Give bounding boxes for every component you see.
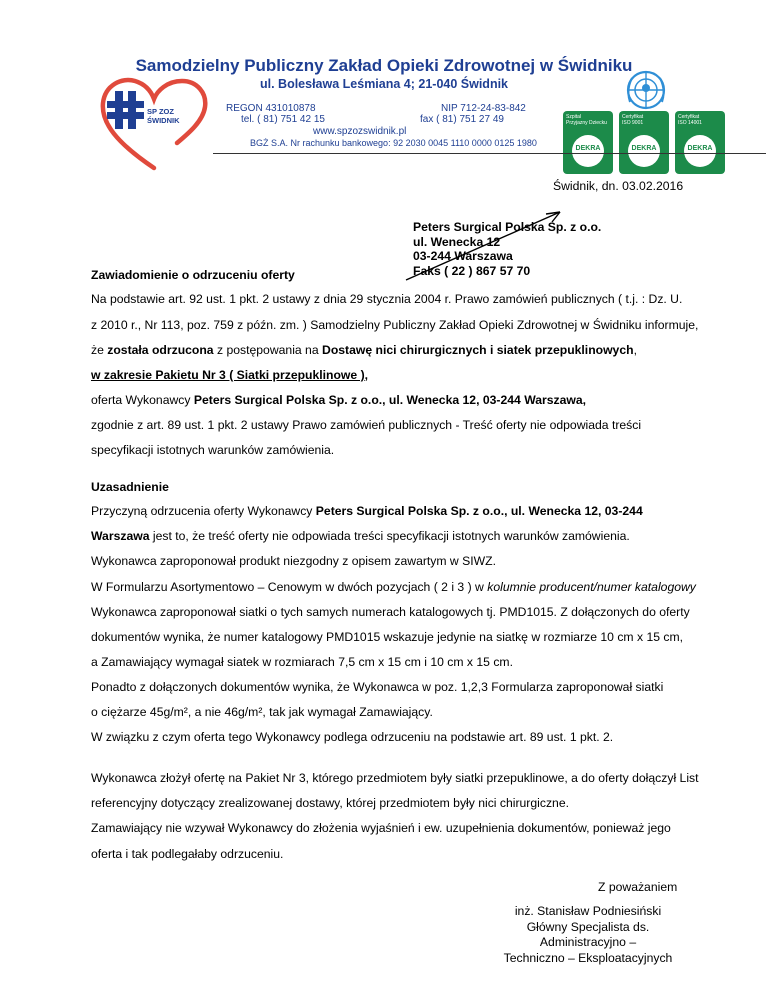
closing-salutation: Z poważaniem bbox=[598, 880, 678, 894]
package-scope bbox=[91, 368, 368, 382]
nip: NIP 712-24-83-842 bbox=[441, 103, 526, 114]
para3-line2: referencyjny dotyczący zrealizowanej dostawy, której przedmiotem były nici chirurgiczne. bbox=[91, 796, 569, 810]
cert3-text-2: ISO 14001 bbox=[678, 120, 702, 126]
para1-line1: Na podstawie art. 92 ust. 1 pkt. 2 ustawy z dnia 29 stycznia 2004 r. Prawo zamówień publicznych ( t.j. : Dz. U. bbox=[91, 292, 683, 306]
para1-line3-e: , bbox=[633, 343, 637, 357]
justification-line10: W związku z czym oferta tego Wykonawcy podlega odrzuceniu na podstawie art. 89 ust. 1 pkt. 2. bbox=[91, 730, 614, 744]
institution-name: Samodzielny Publiczny Zakład Opieki Zdrowotnej w Świdniku bbox=[135, 56, 633, 75]
contractor-name: Peters Surgical Polska Sp. z o.o., ul. Wenecka 12, 03-244 Warszawa, bbox=[193, 393, 587, 407]
signer-title-1: Główny Specjalista ds. bbox=[526, 919, 650, 934]
justification-line8: Ponadto z dołączonych dokumentów wynika, że Wykonawca w poz. 1,2,3 Formularza zaproponował siatki bbox=[91, 680, 664, 694]
para1-line3 bbox=[91, 343, 637, 357]
dekra-logo-2: DEKRA bbox=[631, 145, 657, 152]
justification-line5: Wykonawca zaproponował siatki o tych samych numerach katalogowych tj. PMD1015. Z dołączonych do oferty bbox=[91, 605, 690, 619]
phone: tel. ( 81) 751 42 15 bbox=[241, 114, 325, 125]
signer-name: inż. Stanisław Podniesiński bbox=[514, 904, 662, 918]
para1-line3-a: że bbox=[91, 343, 108, 357]
unicef-emblem bbox=[624, 68, 668, 112]
logo-text-1: SP ZOZ bbox=[147, 107, 174, 116]
justification-line3: Wykonawca zaproponował produkt niezgodny z opisem zawartym w SIWZ. bbox=[91, 554, 496, 568]
justification-line1 bbox=[91, 504, 643, 518]
para3-line3: Zamawiający nie wzywał Wykonawcy do złożenia wyjaśnień i ew. uzupełnienia dokumentów, ponieważ jego bbox=[91, 821, 671, 835]
bank-account: BGŻ S.A. Nr rachunku bankowego: 92 2030 0045 1110 0000 0125 1980 bbox=[250, 138, 537, 148]
justification-line2 bbox=[91, 529, 630, 543]
procurement-subject: Dostawę nici chirurgicznych i siatek przepuklinowych bbox=[322, 343, 634, 357]
justification-heading: Uzasadnienie bbox=[91, 480, 169, 494]
certificate-badge-1 bbox=[563, 111, 613, 174]
cert2-text-2: ISO 9001 bbox=[622, 120, 644, 126]
addressee-street: ul. Wenecka 12 bbox=[413, 234, 501, 249]
addressee-fax: Faks ( 22 ) 867 57 70 bbox=[413, 263, 531, 278]
justification-line6: dokumentów wynika, że numer katalogowy PMD1015 wskazuje jedynie na siatkę w rozmiarze 10 cm x 15 cm, bbox=[91, 630, 684, 644]
para1-line5 bbox=[91, 393, 586, 407]
globe-icon bbox=[624, 68, 668, 112]
signer-title-3: Techniczno – Eksploatacyjnych bbox=[503, 950, 673, 965]
para1-line7: specyfikacji istotnych warunków zamówienia. bbox=[91, 443, 335, 457]
handwritten-arrow-mark bbox=[400, 200, 580, 285]
dekra-logo-3: DEKRA bbox=[687, 145, 713, 152]
logo-text-2: ŚWIDNIK bbox=[147, 116, 180, 125]
addressee-city: 03-244 Warszawa bbox=[413, 249, 513, 263]
justification-line9: o ciężarze 45g/m², a nie 46g/m², tak jak wymagał Zamawiający. bbox=[91, 705, 433, 719]
cert2-text-1: Certyfikat bbox=[622, 114, 644, 120]
para1-line3-c: z postępowania na bbox=[213, 343, 323, 357]
certificate-badge-2 bbox=[619, 111, 669, 174]
justification-line1-b: Peters Surgical Polska Sp. z o.o., ul. Wenecka 12, 03-244 bbox=[315, 504, 643, 518]
justification-line4-b: kolumnie producent/numer katalogowy bbox=[487, 580, 696, 594]
package-scope-comma: , bbox=[364, 368, 369, 382]
justification-line1-a: Przyczyną odrzucenia oferty Wykonawcy bbox=[91, 504, 316, 518]
dekra-logo-1: DEKRA bbox=[575, 145, 601, 152]
para1-line2: z 2010 r., Nr 113, poz. 759 z późn. zm. ) Samodzielny Publiczny Zakład Opieki Zdrowotnej w Świdniku informuje, bbox=[91, 318, 699, 332]
signature-block bbox=[478, 904, 698, 966]
document-date: Świdnik, dn. 03.02.2016 bbox=[553, 179, 684, 193]
para1-line6: zgodnie z art. 89 ust. 1 pkt. 2 ustawy Prawo zamówień publicznych - Treść oferty nie odpowiada treści bbox=[91, 418, 642, 432]
rejected-phrase: została odrzucona bbox=[107, 343, 214, 357]
justification-line4-a: W Formularzu Asortymentowo – Cenowym w dwóch pozycjach ( 2 i 3 ) w bbox=[91, 580, 488, 594]
package-scope-text: w zakresie Pakietu Nr 3 ( Siatki przepuklinowe ) bbox=[91, 368, 365, 382]
certificate-badge-3 bbox=[675, 111, 725, 174]
institution-address: ul. Bolesława Leśmiana 4; 21-040 Świdnik bbox=[259, 77, 509, 91]
addressee-company: Peters Surgical Polska Sp. z o.o. bbox=[413, 220, 602, 234]
header-divider bbox=[213, 153, 766, 154]
cert3-text-1: Certyfikat bbox=[678, 114, 700, 120]
para1-line5-a: oferta Wykonawcy bbox=[91, 393, 194, 407]
para3-line4: oferta i tak podlegałaby odrzuceniu. bbox=[91, 847, 284, 861]
para3-line1: Wykonawca złożył ofertę na Pakiet Nr 3, którego przedmiotem były siatki przepuklinowe, a do oferty dołączył List bbox=[91, 771, 699, 785]
regon: REGON 431010878 bbox=[226, 103, 316, 114]
signer-title-2: Administracyjno – bbox=[539, 935, 637, 949]
subject-heading: Zawiadomienie o odrzuceniu oferty bbox=[91, 268, 295, 282]
website: www.spzozswidnik.pl bbox=[313, 126, 407, 137]
justification-line4 bbox=[91, 580, 696, 594]
cert1-text-2: Przyjazny Dziecku bbox=[566, 120, 607, 126]
cert1-text-1: Szpital bbox=[566, 114, 582, 120]
justification-line2-b: jest to, że treść oferty nie odpowiada treści specyfikacji istotnych warunków zamówienia. bbox=[149, 529, 630, 543]
fax: fax ( 81) 751 27 49 bbox=[420, 114, 504, 125]
justification-line7: a Zamawiający wymagał siatek w rozmiarach 7,5 cm x 15 cm i 10 cm x 15 cm. bbox=[91, 655, 513, 669]
justification-line2-a: Warszawa bbox=[91, 529, 150, 543]
